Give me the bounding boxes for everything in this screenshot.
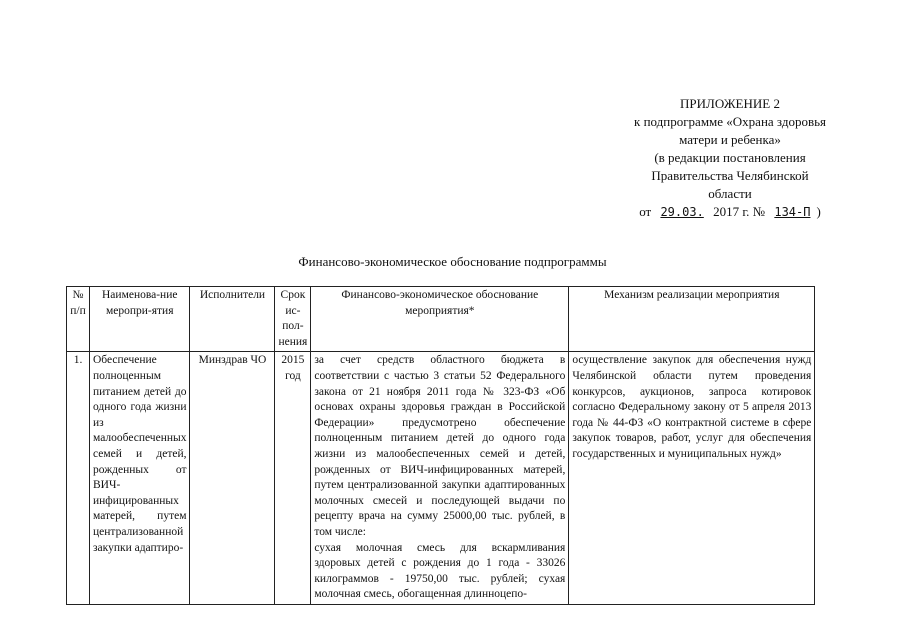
header-executors: Исполнители xyxy=(190,287,275,352)
resolution-date-line xyxy=(600,203,860,221)
header-num: № п/п xyxy=(67,287,90,352)
row-executor: Минздрав ЧО xyxy=(190,352,275,605)
justification-table xyxy=(66,286,815,605)
row-mechanism: осуществление закупок для обеспечения нужд Челябинской области путем проведения конкурсов, аукционов, запроса котировок согласно Федеральному закону от 5 апреля 2013 года № 44-ФЗ «О контрактной системе в сфере закупок товаров, работ, услуг для обеспечения государственных и муниципальных нужд» xyxy=(569,352,815,605)
table-header-row xyxy=(67,287,815,352)
appendix-line-2: матери и ребенка» xyxy=(679,132,781,147)
document-title: Финансово-экономическое обоснование подпрограммы xyxy=(298,254,607,269)
header-name: Наименова-ние меропри-ятия xyxy=(90,287,190,352)
header-mechanism: Механизм реализации мероприятия xyxy=(569,287,815,352)
resolution-number: 134-П xyxy=(774,205,811,219)
row-justification: за счет средств областного бюджета в соответствии с частью 3 статьи 52 Федерального закона от 21 ноября 2011 года № 323-ФЗ «Об основах охраны здоровья граждан в Российской Федерации» предусмотрено обеспечение полноценным питанием детей до одного года жизни из малообеспеченных семей и детей, рожденных от ВИЧ-инфицированных матерей, путем централизованной закупки адаптированных молочных смесей и последующей выдачи по рецепту врача на сумму 25000,00 тыс. рублей, в том числе: сухая молочная смесь для вскармливания здоровых детей с рождения до 1 года - 33026 килограммов - 19750,00 тыс. рублей; сухая молочная смесь, обогащенная длинноцепо- xyxy=(311,352,569,605)
appendix-line-3: (в редакции постановления xyxy=(654,150,806,165)
appendix-block xyxy=(600,95,860,221)
table-row xyxy=(67,352,815,605)
appendix-line-1: к подпрограмме «Охрана здоровья xyxy=(634,114,826,129)
row-name: Обеспечение полноценным питанием детей до одного года жизни из малообеспеченных семей и детей, рожденных от ВИЧ-инфицированных матерей, путем централизованной закупки адаптиро- xyxy=(90,352,190,605)
date-prefix: от xyxy=(639,204,652,219)
row-num: 1. xyxy=(67,352,90,605)
header-justification: Финансово-экономическое обоснование мероприятия* xyxy=(311,287,569,352)
header-term: Срок ис-пол-нения xyxy=(275,287,311,352)
close-paren: ) xyxy=(816,204,821,219)
appendix-line-4: Правительства Челябинской xyxy=(651,168,809,183)
resolution-year: 2017 г. № xyxy=(713,204,766,219)
appendix-line-5: области xyxy=(708,186,752,201)
appendix-title: ПРИЛОЖЕНИЕ 2 xyxy=(680,96,780,111)
row-term: 2015 год xyxy=(275,352,311,605)
resolution-date: 29.03. xyxy=(660,205,704,219)
